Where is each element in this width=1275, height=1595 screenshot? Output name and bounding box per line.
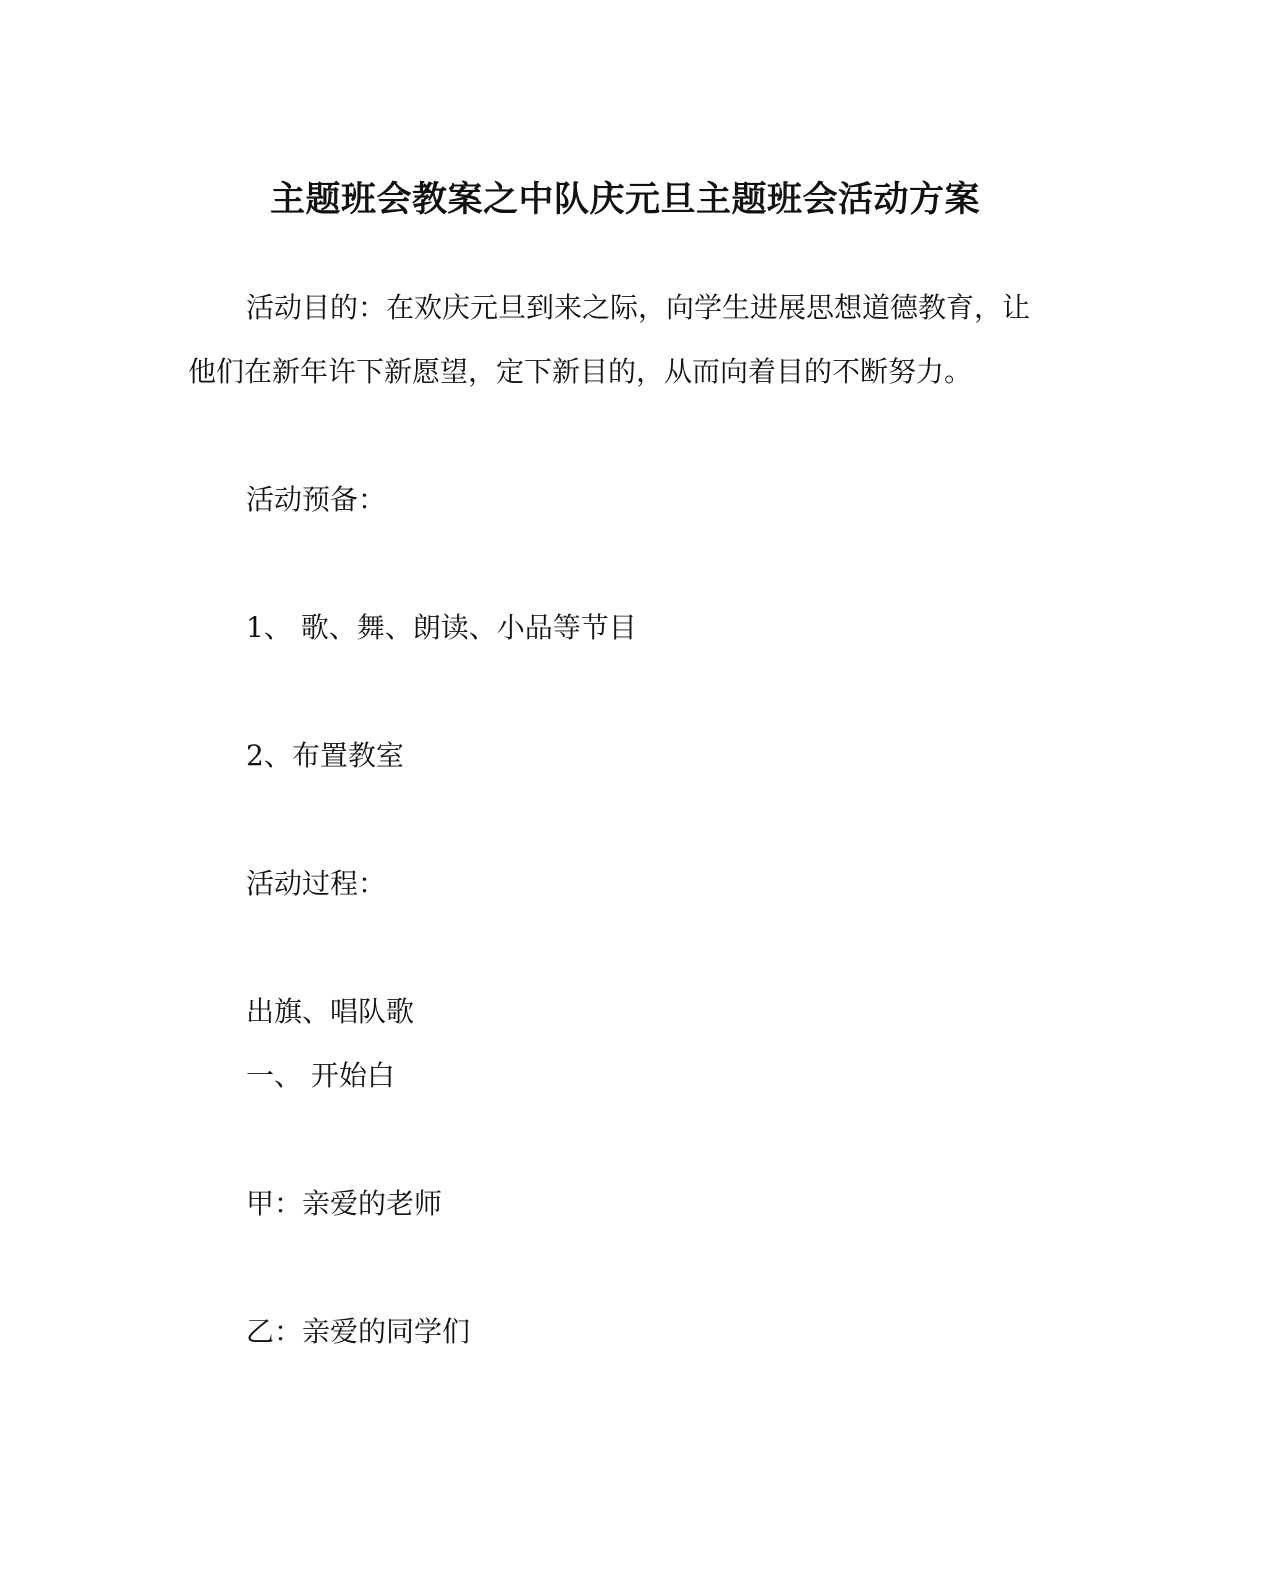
yi-line: 乙：亲爱的同学们 bbox=[246, 1315, 471, 1348]
document-title: 主题班会教案之中队庆元旦主题班会活动方案 bbox=[269, 179, 980, 220]
section-one-heading: 一、 开始白 bbox=[246, 1059, 395, 1092]
purpose-line-2: 他们在新年许下新愿望，定下新目的，从而向着目的不断努力。 bbox=[188, 355, 973, 388]
process-heading: 活动过程： bbox=[246, 867, 387, 900]
preparation-item-1: 1、 歌、舞、朗读、小品等节目 bbox=[246, 611, 637, 644]
purpose-line-1: 活动目的：在欢庆元旦到来之际，向学生进展思想道德教育，让 bbox=[246, 291, 1031, 324]
flag-line: 出旗、唱队歌 bbox=[246, 995, 415, 1028]
preparation-heading: 活动预备： bbox=[246, 483, 387, 516]
jia-line: 甲：亲爱的老师 bbox=[246, 1187, 443, 1220]
preparation-item-2: 2、布置教室 bbox=[246, 739, 404, 772]
